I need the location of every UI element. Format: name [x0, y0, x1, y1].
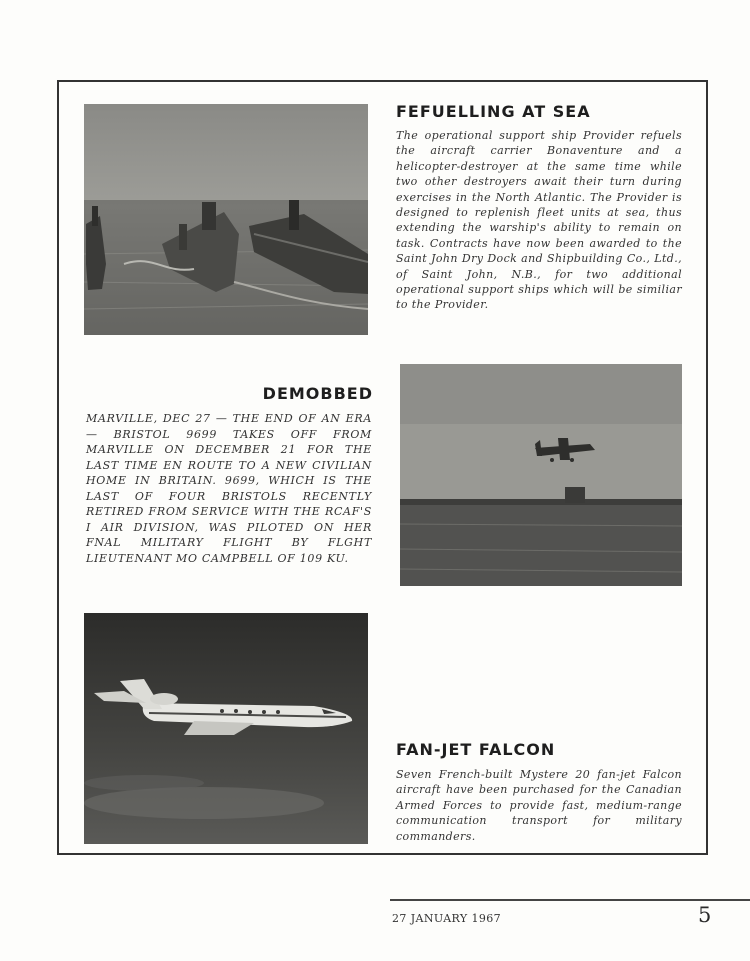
- page-number: 5: [698, 903, 712, 927]
- ships-refuelling-photo: [84, 104, 368, 335]
- article-body-refuelling: The operational support ship Provider refuels the aircraft carrier Bonaventure and a helicopter-destroyer at the same time while two other destroyers await their turn during exercises in the North Atlantic. The Provider is designed to replenish fleet units at sea, thus extending the warship's ability to remain on task. Contracts have now been awarded to the Saint John Dry Dock and Shipbuilding Co., Ltd., of Saint John, N.B., for two additional operational support ships which will be similiar to the Provider.: [396, 129, 682, 312]
- footer-date: 27 JANUARY 1967: [392, 912, 502, 925]
- article-heading-refuelling: FEFUELLING AT SEA: [396, 102, 591, 121]
- article-heading-falcon: FAN-JET FALCON: [396, 740, 556, 759]
- falcon-jet-photo: [84, 613, 368, 844]
- bristol-takeoff-photo: [400, 364, 682, 586]
- article-heading-demobbed: DEMOBBED: [262, 384, 373, 403]
- article-body-demobbed: MARVILLE, DEC 27 — THE END OF AN ERA — BRISTOL 9699 TAKES OFF FROM MARVILLE ON DECEMBER 21 FOR THE LAST TIME EN ROUTE TO A NEW CIVILIAN HOME IN BRITAIN. 9699, WHICH IS THE LAST OF FOUR BRISTOLS RECENTLY RETIRED FROM SERVICE WITH THE RCAF'S I AIR DIVISION, WAS PILOTED ON HER FNAL MILITARY FLIGHT BY FLGHT LIEUTENANT MO CAMPBELL OF 109 KU.: [86, 412, 372, 565]
- article-body-falcon: Seven French-built Mystere 20 fan-jet Falcon aircraft have been purchased for the Canadian Armed Forces to provide fast, medium-range communication transport for military commanders.: [396, 768, 682, 843]
- footer-rule: [390, 899, 750, 901]
